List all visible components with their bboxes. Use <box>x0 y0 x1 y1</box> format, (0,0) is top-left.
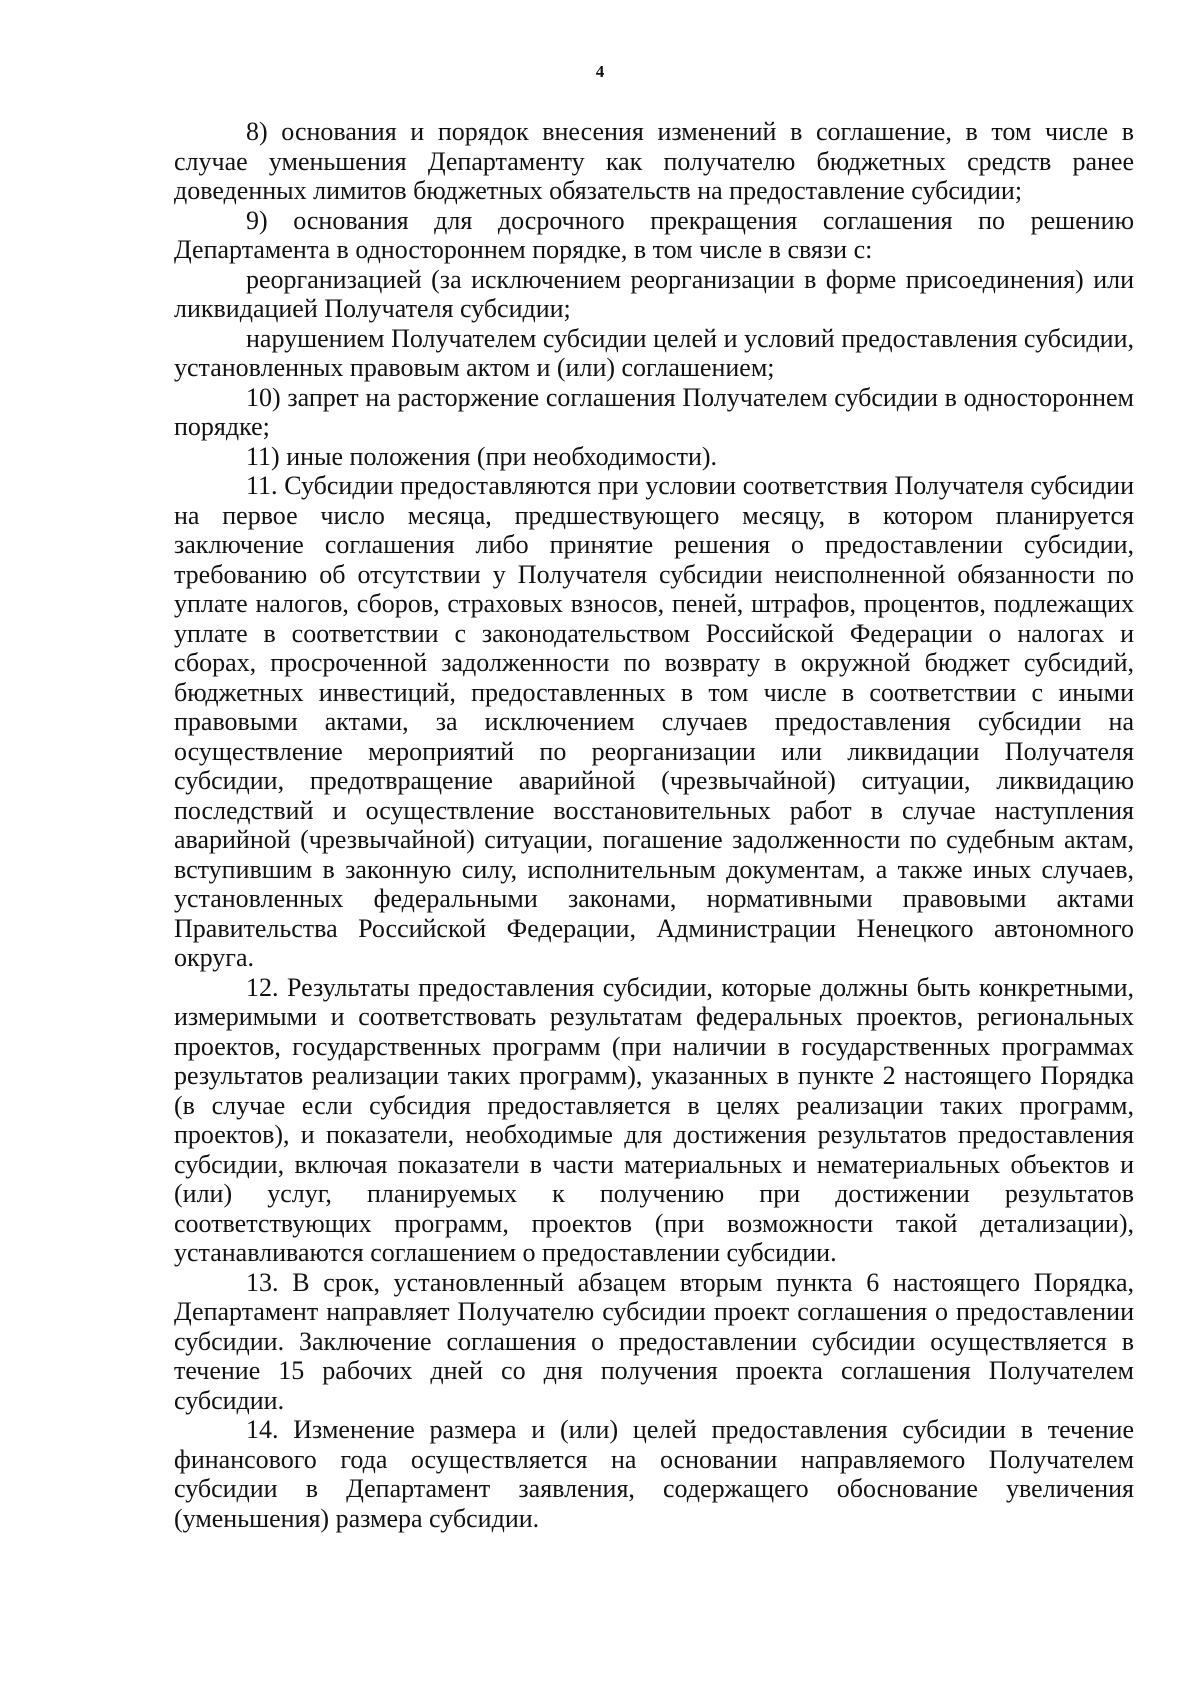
paragraph-section-14: 14. Изменение размера и (или) целей предоставления субсидии в течение финансового года осуществляется на основании направляемого Получателем субсидии в Департамент заявления, содержащего обоснование увеличения (уменьшения) размера субсидии. <box>174 1415 1134 1533</box>
page-number: 4 <box>595 62 605 81</box>
paragraph-violation: нарушением Получателем субсидии целей и условий предоставления субсидии, установленных правовым актом и (или) соглашением; <box>174 323 1134 382</box>
paragraph-section-13: 13. В срок, установленный абзацем вторым пункта 6 настоящего Порядка, Департамент направляет Получателю субсидии проект соглашения о предоставлении субсидии. Заключение соглашения о предоставлении субсидии осуществляется в течение 15 рабочих дней со дня получения проекта соглашения Получателем субсидии. <box>174 1267 1134 1415</box>
paragraph-reorganization: реорганизацией (за исключением реорганизации в форме присоединения) или ликвидацией Получателя субсидии; <box>174 264 1134 323</box>
paragraph-section-12: 12. Результаты предоставления субсидии, которые должны быть конкретными, измеримыми и соответствовать результатам федеральных проектов, региональных проектов, государственных программ (при наличии в государственных программах результатов реализации таких программ), указанных в пункте 2 настоящего Порядка (в случае если субсидия предоставляется в целях реализации таких программ, проектов), и показатели, необходимые для достижения результатов предоставления субсидии, включая показатели в части материальных и нематериальных объектов и (или) услуг, планируемых к получению при достижении результатов соответствующих программ, проектов (при возможности такой детализации), устанавливаются соглашением о предоставлении субсидии. <box>174 972 1134 1267</box>
paragraph-section-11: 11. Субсидии предоставляются при условии соответствия Получателя субсидии на первое число месяца, предшествующего месяцу, в котором планируется заключение соглашения либо принятие решения о предоставлении субсидии, требованию об отсутствии у Получателя субсидии неисполненной обязанности по уплате налогов, сборов, страховых взносов, пеней, штрафов, процентов, подлежащих уплате в соответствии с законодательством Российской Федерации о налогах и сборах, просроченной задолженности по возврату в окружной бюджет субсидий, бюджетных инвестиций, предоставленных в том числе в соответствии с иными правовыми актами, за исключением случаев предоставления субсидии на осуществление мероприятий по реорганизации или ликвидации Получателя субсидии, предотвращение аварийной (чрезвычайной) ситуации, ликвидацию последствий и осуществление восстановительных работ в случае наступления аварийной (чрезвычайной) ситуации, погашение задолженности по судебным актам, вступившим в законную силу, исполнительным документам, а также иных случаев, установленных федеральными законами, нормативными правовыми актами Правительства Российской Федерации, Администрации Ненецкого автономного округа. <box>174 471 1134 972</box>
paragraph-item-11: 11) иные положения (при необходимости). <box>246 441 718 471</box>
document-body <box>174 117 1134 1533</box>
paragraph-item-10: 10) запрет на расторжение соглашения Получателем субсидии в одностороннем порядке; <box>174 382 1134 441</box>
paragraph-item-9: 9) основания для досрочного прекращения соглашения по решению Департамента в одностороннем порядке, в том числе в связи с: <box>174 205 1134 264</box>
paragraph-item-8: 8) основания и порядок внесения изменений в соглашение, в том числе в случае уменьшения Департаменту как получателю бюджетных средств ранее доведенных лимитов бюджетных обязательств на предоставление субсидии; <box>174 117 1134 205</box>
